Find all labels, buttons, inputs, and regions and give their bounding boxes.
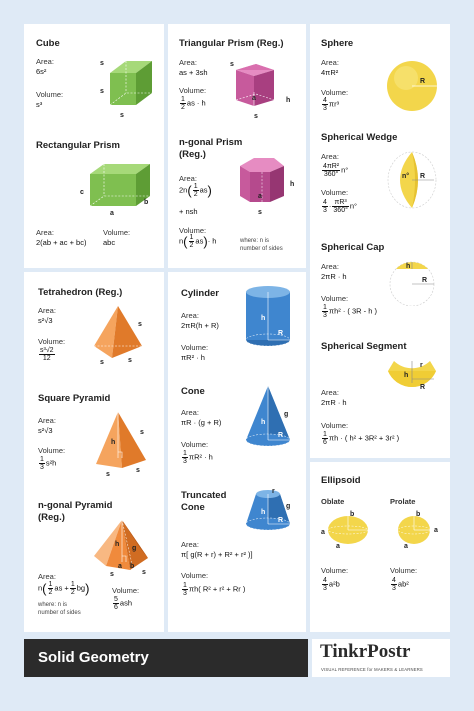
ngonal-pyramid-note-2: number of sides: [38, 610, 81, 616]
square-pyramid-volume-label: Volume:: [38, 446, 66, 455]
sphere-vol-num: 4: [323, 97, 327, 104]
oblate-vol-num: 4: [323, 577, 327, 584]
wedge-area-num: 4πR²: [323, 163, 340, 170]
cone-dim-r: R: [278, 432, 284, 439]
cap-area-label: Area:: [321, 262, 339, 271]
ngonal-pyramid-title-line2: (Reg.): [38, 512, 65, 523]
rect-prism-dim-a: a: [110, 210, 114, 217]
square-pyramid-title: Square Pyramid: [38, 393, 111, 404]
cylinder-title: Cylinder: [181, 288, 220, 299]
segment-figure: [382, 357, 442, 397]
ellipsoid-prolate-figure: [386, 508, 446, 552]
rect-prism-figure: [78, 160, 160, 220]
square-pyramid-area: s²√3: [38, 426, 53, 435]
cone-area: πR · (g + R): [181, 418, 222, 427]
ngonal-pyramid-area-label: Area:: [38, 572, 56, 581]
segment-dim-r-big: R: [420, 384, 426, 391]
ngonal-prism-area: 2n( $\frac{1}{2}$ as): [179, 183, 212, 198]
cylinder-figure: [240, 284, 296, 350]
rect-prism-title: Rectangular Prism: [36, 140, 120, 151]
sphere-area: 4πR²: [321, 68, 339, 77]
rect-prism-volume-label: Volume:: [103, 228, 131, 237]
tri-prism-volume: [179, 96, 206, 111]
wedge-vol-num1: 4: [323, 199, 327, 206]
sphere-volume: [321, 97, 339, 112]
tetrahedron-vol-num: s³√2: [40, 347, 54, 354]
wedge-area: [321, 163, 348, 178]
tetrahedron-dim-s-corner: s: [128, 357, 132, 364]
cone-volume: [181, 450, 213, 465]
truncated-cone-title-line1: Truncated: [181, 490, 227, 501]
ngonal-prism-vol-in: as: [195, 236, 204, 246]
ellipsoid-oblate-volume-label: Volume:: [321, 566, 349, 575]
tri-prism-vol-rest: as · h: [186, 98, 206, 108]
ngonal-pyramid-area-in: bg: [76, 583, 86, 593]
tetrahedron-volume-label: Volume:: [38, 337, 66, 346]
ngonal-pyramid-vol-den: 6: [114, 604, 118, 611]
cap-vol-rest: πh² · ( 3R - h ): [328, 306, 378, 316]
cone-vol-num: 1: [183, 450, 187, 457]
cylinder-dim-h: h: [261, 315, 266, 322]
footer-title: Solid Geometry: [38, 649, 149, 666]
truncated-cone-vol-num: 1: [183, 582, 187, 589]
ngonal-pyramid-dim-s-left: s: [110, 571, 114, 578]
segment-volume-label: Volume:: [321, 421, 349, 430]
segment-vol-num: 1: [323, 431, 327, 438]
ngonal-pyramid-area-pre: n: [38, 583, 43, 593]
wedge-vol-rest: n°: [349, 201, 358, 211]
oblate-vol-rest: a²b: [328, 579, 340, 589]
tetrahedron-dim-s-right: s: [138, 321, 142, 328]
tetrahedron-area-label: Area:: [38, 306, 56, 315]
ngonal-prism-vol-den: 2: [189, 242, 194, 249]
cube-volume-label: Volume:: [36, 90, 64, 99]
ellipsoid-oblate-volume: [321, 577, 340, 592]
cone-volume-label: Volume:: [181, 440, 209, 449]
cone-title: Cone: [181, 386, 205, 397]
ngonal-pyramid-area-den1: 2: [48, 589, 53, 596]
square-pyramid-vol-rest: s²h: [45, 458, 57, 468]
truncated-cone-area: π[ g(R + r) + R² + r² )]: [181, 550, 253, 559]
oblate-dim-a-left: a: [321, 529, 325, 536]
tri-prism-vol-den: 2: [181, 104, 185, 111]
ngonal-pyramid-area: n( $\frac{1}{2}$ as + $\frac{1}{2}$ bg): [38, 581, 90, 596]
truncated-cone-dim-r: r: [272, 488, 275, 495]
ellipsoid-prolate-volume-label: Volume:: [390, 566, 418, 575]
tri-prism-area: as + 3sh: [179, 68, 208, 77]
rect-prism-volume: abc: [103, 238, 116, 247]
square-pyramid-figure: [88, 408, 154, 478]
wedge-title: Spherical Wedge: [321, 132, 398, 143]
cylinder-volume: πR² · h: [181, 353, 205, 362]
cube-dim-left: s: [100, 88, 104, 95]
tri-prism-figure: [226, 54, 300, 122]
ngonal-prism-area-pre: 2n: [179, 185, 188, 195]
cube-area: 6s²: [36, 67, 47, 76]
ngonal-prism-area-label: Area:: [179, 174, 197, 183]
cube-volume: s³: [36, 100, 43, 109]
square-pyramid-vol-num: 1: [40, 456, 44, 463]
rect-prism-dim-b: b: [144, 199, 149, 206]
truncated-cone-vol-den: 3: [183, 590, 187, 597]
wedge-dim-r: R: [420, 173, 426, 180]
ngonal-prism-vol-pre: n: [179, 236, 184, 246]
cone-figure: [240, 382, 296, 454]
ngonal-pyramid-figure: [88, 516, 156, 582]
cube-title: Cube: [36, 38, 60, 49]
sphere-title: Sphere: [321, 38, 354, 49]
wedge-area-label: Area:: [321, 152, 339, 161]
wedge-volume-label: Volume:: [321, 188, 349, 197]
ngonal-prism-area-post: + nsh: [179, 207, 198, 216]
ngonal-prism-dim-a: a: [258, 193, 262, 200]
ngonal-pyramid-dim-g: g: [132, 545, 137, 552]
square-pyramid-dim-s-right: s: [140, 429, 144, 436]
cone-dim-h: h: [261, 419, 266, 426]
ngonal-prism-dim-h: h: [290, 181, 295, 188]
cap-vol-den: 3: [323, 312, 327, 319]
truncated-cone-area-label: Area:: [181, 540, 199, 549]
ngonal-prism-title-line2: (Reg.): [179, 149, 206, 160]
cap-dim-r: R: [422, 277, 428, 284]
tri-prism-title: Triangular Prism (Reg.): [179, 38, 284, 49]
tetrahedron-vol-den: 12: [42, 355, 51, 362]
prolate-vol-den: 3: [392, 585, 396, 592]
segment-volume: [321, 431, 399, 446]
wedge-volume: $\frac{4}{3}$ · $\frac{\text{πR³}}{360^\circ}$ n°: [323, 199, 358, 214]
ngonal-pyramid-area-num2: 1: [70, 581, 75, 588]
tri-prism-dim-a: a: [252, 95, 256, 102]
sphere-vol-den: 3: [323, 105, 327, 112]
ngonal-prism-note-2: number of sides: [240, 246, 283, 252]
ngonal-pyramid-area-num1: 1: [48, 581, 53, 588]
cone-vol-den: 3: [183, 458, 187, 465]
ellipsoid-title: Ellipsoid: [321, 475, 361, 486]
ngonal-prism-vol-num: 1: [189, 234, 194, 241]
cap-area: 2πR · h: [321, 272, 347, 281]
truncated-cone-vol-rest: πh( R² + r² + Rr ): [188, 584, 246, 594]
segment-dim-h: h: [404, 372, 409, 379]
ngonal-pyramid-volume: [112, 596, 132, 611]
tetrahedron-volume: [38, 347, 56, 362]
wedge-dim-angle: n°: [402, 173, 410, 180]
ngonal-pyramid-note-1: where: n is: [38, 602, 68, 608]
oblate-vol-den: 3: [323, 585, 327, 592]
square-pyramid-dim-h: h: [111, 439, 116, 446]
wedge-figure: [384, 148, 440, 212]
square-pyramid-volume: [38, 456, 56, 471]
truncated-cone-volume-label: Volume:: [181, 571, 209, 580]
tetrahedron-figure: [88, 302, 154, 368]
oblate-dim-b: b: [350, 511, 355, 518]
tri-prism-dim-s-bottom: s: [254, 113, 258, 120]
ellipsoid-oblate-label: Oblate: [321, 497, 345, 506]
ngonal-prism-volume: n( $\frac{1}{2}$ as)· h: [179, 234, 217, 249]
tetrahedron-title: Tetrahedron (Reg.): [38, 287, 123, 298]
cone-area-label: Area:: [181, 408, 199, 417]
ngonal-prism-area-in: as: [199, 185, 208, 195]
truncated-cone-dim-big-r: R: [278, 517, 284, 524]
ngonal-pyramid-dim-s-right: s: [142, 569, 146, 576]
truncated-cone-volume: [181, 582, 245, 597]
truncated-cone-figure: [240, 486, 296, 536]
ngonal-prism-area-den: 2: [193, 191, 198, 198]
cylinder-area: 2πR(h + R): [181, 321, 219, 330]
ngonal-prism-volume-label: Volume:: [179, 226, 207, 235]
tri-prism-dim-s-top: s: [230, 61, 234, 68]
cap-vol-num: 1: [323, 304, 327, 311]
tri-prism-area-label: Area:: [179, 58, 197, 67]
prolate-dim-a-right: a: [434, 527, 438, 534]
wedge-vol-num2: πR³: [332, 199, 348, 207]
segment-vol-rest: πh · ( h² + 3R² + 3r² ): [328, 433, 400, 443]
ngonal-pyramid-title-line1: n-gonal Pyramid: [38, 500, 113, 511]
segment-dim-r-small: r: [420, 362, 423, 369]
wedge-vol-den2: 360°: [333, 207, 348, 214]
segment-vol-den: 6: [323, 439, 327, 446]
sphere-volume-label: Volume:: [321, 88, 349, 97]
tetrahedron-dim-s-bottom: s: [100, 359, 104, 366]
rect-prism-area: 2(ab + ac + bc): [36, 238, 87, 247]
wedge-area-rest: n°: [341, 165, 349, 175]
ngonal-pyramid-dim-a: a: [118, 563, 122, 570]
prolate-dim-b: b: [416, 511, 421, 518]
ngonal-pyramid-volume-label: Volume:: [112, 586, 140, 595]
ngonal-pyramid-dim-h: h: [115, 541, 120, 548]
ngonal-pyramid-dim-b: b: [130, 563, 135, 570]
tri-prism-volume-label: Volume:: [179, 86, 207, 95]
oblate-dim-a-bottom: a: [336, 543, 340, 550]
ngonal-prism-figure: [232, 152, 300, 218]
tri-prism-vol-num: 1: [181, 96, 185, 103]
ngonal-prism-dim-s: s: [258, 209, 262, 216]
ngonal-prism-note-1: where: n is: [240, 238, 270, 244]
sphere-area-label: Area:: [321, 58, 339, 67]
ngonal-prism-area-num: 1: [193, 183, 198, 190]
cube-area-label: Area:: [36, 57, 54, 66]
square-pyramid-area-label: Area:: [38, 416, 56, 425]
brand-tagline: VISUAL REFERENCE for MAKERS & LEARNERS: [321, 667, 423, 672]
ellipsoid-prolate-label: Prolate: [390, 497, 416, 506]
cap-figure: [382, 256, 442, 306]
sphere-figure: [384, 58, 440, 114]
rect-prism-area-label: Area:: [36, 228, 54, 237]
cap-dim-h: h: [406, 263, 411, 270]
square-pyramid-dim-s-corner: s: [136, 467, 140, 474]
segment-area: 2πR · h: [321, 398, 347, 407]
footer-brand-box: [312, 639, 450, 677]
segment-title: Spherical Segment: [321, 341, 407, 352]
segment-area-label: Area:: [321, 388, 339, 397]
cylinder-volume-label: Volume:: [181, 343, 209, 352]
sphere-dim-r: R: [420, 78, 426, 85]
cone-vol-rest: πR² · h: [188, 452, 213, 462]
cap-title: Spherical Cap: [321, 242, 385, 253]
brand-logo: TinkrPostr: [320, 641, 411, 662]
ngonal-pyramid-area-mid: as +: [54, 583, 69, 593]
sphere-vol-rest: πr³: [328, 99, 340, 109]
tri-prism-dim-h: h: [286, 97, 291, 104]
cone-dim-g: g: [284, 411, 289, 418]
ellipsoid-prolate-volume: [390, 577, 409, 592]
ngonal-pyramid-vol-rest: ash: [119, 598, 132, 608]
footer-title-bar: [24, 639, 308, 677]
truncated-cone-title-line2: Cone: [181, 502, 205, 513]
wedge-area-den: 360°: [323, 171, 339, 178]
square-pyramid-vol-den: 3: [40, 464, 44, 471]
truncated-cone-dim-g: g: [286, 503, 291, 510]
cube-dim-bottom: s: [120, 112, 124, 119]
ellipsoid-oblate-figure: [318, 508, 378, 552]
ngonal-prism-title-line1: n-gonal Prism: [179, 137, 243, 148]
ngonal-pyramid-area-den2: 2: [70, 589, 75, 596]
ngonal-pyramid-vol-num: 5: [114, 596, 118, 603]
cylinder-dim-r: R: [278, 330, 284, 337]
square-pyramid-dim-s-bottom: s: [106, 471, 110, 478]
cube-figure: [98, 55, 160, 123]
prolate-vol-rest: ab²: [397, 579, 409, 589]
ngonal-prism-vol-post: · h: [207, 236, 217, 246]
wedge-vol-den1: 3: [323, 207, 327, 214]
prolate-vol-num: 4: [392, 577, 396, 584]
truncated-cone-dim-h: h: [261, 509, 266, 516]
rect-prism-dim-c: c: [80, 189, 84, 196]
prolate-dim-a-bottom: a: [404, 543, 408, 550]
cap-volume-label: Volume:: [321, 294, 349, 303]
cylinder-area-label: Area:: [181, 311, 199, 320]
tetrahedron-area: s²√3: [38, 316, 53, 325]
cube-dim-top: s: [100, 60, 104, 67]
cap-volume: [321, 304, 377, 319]
